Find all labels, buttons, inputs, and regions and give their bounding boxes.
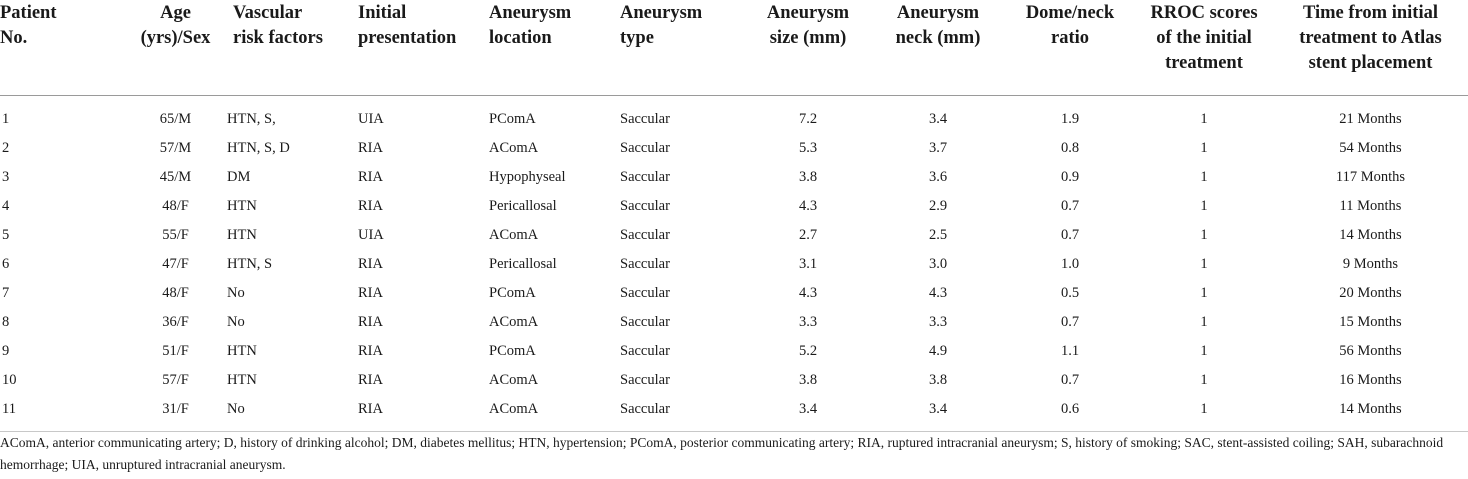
table-cell: UIA — [358, 227, 384, 243]
table-cell: 16 Months — [1339, 372, 1402, 388]
table-cell: DM — [227, 169, 251, 185]
table-cell: 56 Months — [1339, 343, 1402, 359]
column-header — [620, 0, 745, 96]
column-header-line: RROC scores — [1150, 3, 1258, 23]
column-header-line: Aneurysm — [766, 3, 850, 23]
table-cell: HTN, S — [227, 256, 273, 272]
table-cell: 0.5 — [1060, 285, 1080, 301]
column-header-line: treatment to Atlas — [1299, 28, 1442, 48]
table-row — [0, 308, 1468, 337]
table-cell: HTN, S, — [227, 111, 276, 127]
table-cell: 45/M — [159, 169, 192, 185]
table-cell: RIA — [358, 372, 383, 388]
column-header-line: (yrs)/Sex — [140, 28, 211, 48]
table-cell: HTN — [227, 343, 257, 359]
table-cell: No — [227, 401, 245, 417]
table-cell: 0.7 — [1060, 314, 1080, 330]
table-cell: RIA — [358, 256, 383, 272]
table-cell: PComA — [489, 111, 536, 127]
column-header-line: Dome/neck — [1025, 3, 1115, 23]
table-cell: 6 — [2, 256, 10, 272]
table-cell: 0.9 — [1060, 169, 1080, 185]
table-cell: 3.0 — [928, 256, 948, 272]
table-cell: AComA — [489, 314, 539, 330]
table-row — [0, 395, 1468, 424]
table-cell: No — [227, 285, 245, 301]
table-cell: 47/F — [162, 256, 189, 272]
table-cell: 0.6 — [1060, 401, 1080, 417]
table-cell: HTN — [227, 372, 257, 388]
table-cell: 57/M — [159, 140, 192, 156]
table-cell: 31/F — [162, 401, 189, 417]
table-cell: Saccular — [620, 198, 670, 214]
column-header-line: Time from initial — [1303, 3, 1438, 23]
table-cell: 3.8 — [798, 169, 818, 185]
table-cell: 8 — [2, 314, 10, 330]
table-cell: 1 — [1200, 256, 1208, 272]
table-cell: AComA — [489, 140, 539, 156]
table-cell: 7 — [2, 285, 10, 301]
table-cell: HTN — [227, 227, 257, 243]
table-cell: 54 Months — [1339, 140, 1402, 156]
table-row — [0, 134, 1468, 163]
table-cell: 1 — [1200, 140, 1208, 156]
table-cell: Saccular — [620, 401, 670, 417]
table-cell: 1.9 — [1060, 111, 1080, 127]
table-cell: 2.5 — [928, 227, 948, 243]
table-cell: 3 — [2, 169, 10, 185]
table-cell: 0.8 — [1060, 140, 1080, 156]
table-cell: 3.6 — [928, 169, 948, 185]
table-cell: RIA — [358, 343, 383, 359]
table-cell: Pericallosal — [489, 198, 557, 214]
table-cell: 9 — [2, 343, 10, 359]
table-cell: 2.9 — [928, 198, 948, 214]
table-cell: 1 — [1200, 372, 1208, 388]
table-body — [0, 96, 1468, 424]
table-row — [0, 279, 1468, 308]
table-cell: 0.7 — [1060, 227, 1080, 243]
table-cell: 0.7 — [1060, 198, 1080, 214]
table-cell: 21 Months — [1339, 111, 1402, 127]
column-header-line: neck (mm) — [895, 28, 981, 48]
table-cell: 11 — [2, 401, 16, 417]
table-cell: 1 — [1200, 227, 1208, 243]
column-header — [489, 0, 620, 96]
table-cell: 3.3 — [798, 314, 818, 330]
table-cell: UIA — [358, 111, 384, 127]
table-cell: 3.4 — [798, 401, 818, 417]
table-cell: 20 Months — [1339, 285, 1402, 301]
column-header-line: No. — [0, 28, 28, 48]
table-cell: 3.8 — [798, 372, 818, 388]
table-cell: 5.2 — [798, 343, 818, 359]
table-row — [0, 366, 1468, 395]
table-cell: Saccular — [620, 111, 670, 127]
column-header-line: ratio — [1050, 28, 1089, 48]
header-divider — [0, 95, 1468, 96]
table-cell: 55/F — [162, 227, 189, 243]
table-cell: 1 — [1200, 401, 1208, 417]
column-header — [124, 0, 227, 96]
column-header — [1005, 0, 1135, 96]
table-cell: 3.7 — [928, 140, 948, 156]
table-cell: AComA — [489, 401, 539, 417]
table-cell: RIA — [358, 198, 383, 214]
column-header — [1273, 0, 1468, 96]
column-header-line: Aneurysm — [896, 3, 980, 23]
column-header-line: treatment — [1165, 53, 1243, 73]
table-cell: RIA — [358, 140, 383, 156]
table-cell: 9 Months — [1342, 256, 1399, 272]
column-header-line: stent placement — [1308, 53, 1433, 73]
column-header-line: Aneurysm — [620, 3, 703, 23]
column-header — [227, 0, 358, 96]
table-cell: PComA — [489, 285, 536, 301]
table-row — [0, 250, 1468, 279]
table-cell: 1.0 — [1060, 256, 1080, 272]
column-header-line: Initial — [358, 3, 407, 23]
table-header-row — [0, 0, 1468, 96]
table-cell: Saccular — [620, 169, 670, 185]
table-cell: 1 — [1200, 111, 1208, 127]
table-cell: 2 — [2, 140, 10, 156]
table-cell: Saccular — [620, 140, 670, 156]
table-cell: HTN — [227, 198, 257, 214]
table-cell: PComA — [489, 343, 536, 359]
table-cell: AComA — [489, 227, 539, 243]
table-cell: No — [227, 314, 245, 330]
table-cell: 4.3 — [798, 198, 818, 214]
column-header — [0, 0, 124, 96]
table-cell: RIA — [358, 314, 383, 330]
table-row — [0, 221, 1468, 250]
table-cell: 1 — [1200, 314, 1208, 330]
table-cell: 4.9 — [928, 343, 948, 359]
table-cell: 14 Months — [1339, 227, 1402, 243]
table-cell: 3.8 — [928, 372, 948, 388]
table-cell: Saccular — [620, 372, 670, 388]
table-cell: Saccular — [620, 285, 670, 301]
table-cell: Saccular — [620, 227, 670, 243]
table-cell: RIA — [358, 401, 383, 417]
table-cell: Saccular — [620, 256, 670, 272]
column-header-line: Aneurysm — [489, 3, 572, 23]
table-cell: 3.4 — [928, 401, 948, 417]
column-header-line: Age — [160, 3, 191, 23]
column-header-line: size (mm) — [769, 28, 847, 48]
table-cell: 3.1 — [798, 256, 818, 272]
column-header-line: presentation — [358, 28, 457, 48]
table-cell: 117 Months — [1335, 169, 1406, 185]
table-cell: RIA — [358, 169, 383, 185]
table-cell: Saccular — [620, 343, 670, 359]
table-cell: 10 — [2, 372, 17, 388]
table-row — [0, 96, 1468, 134]
table-cell: 0.7 — [1060, 372, 1080, 388]
column-header-line: Vascular — [233, 3, 303, 23]
table-cell: 1.1 — [1060, 343, 1080, 359]
column-header — [745, 0, 871, 96]
table-cell: 1 — [1200, 169, 1208, 185]
column-header — [1135, 0, 1273, 96]
column-header-line: type — [620, 28, 654, 48]
table-cell: 1 — [1200, 198, 1208, 214]
table-footnote: AComA, anterior communicating artery; D, history of drinking alcohol; DM, diabetes mellitus; HTN, hypertension; PComA, posterior communicating artery; RIA, ruptured intracranial aneurysm; S, history of smoking; SAC, stent-assisted coiling; SAH, subarachnoid hemorrhage; UIA, unruptured intracranial aneurysm. — [0, 435, 1444, 472]
column-header — [358, 0, 489, 96]
table-cell: RIA — [358, 285, 383, 301]
column-header-line: risk factors — [233, 28, 323, 48]
table-cell: 1 — [2, 111, 10, 127]
table-cell: 57/F — [162, 372, 189, 388]
table-cell: AComA — [489, 372, 539, 388]
table-cell: 2.7 — [798, 227, 818, 243]
column-header — [871, 0, 1005, 96]
table-cell: Pericallosal — [489, 256, 557, 272]
table-cell: 4 — [2, 198, 10, 214]
table-cell: 3.4 — [928, 111, 948, 127]
table-cell: 4.3 — [928, 285, 948, 301]
table-cell: 36/F — [162, 314, 189, 330]
table-cell: 51/F — [162, 343, 189, 359]
table-cell: HTN, S, D — [227, 140, 290, 156]
column-header-line: location — [489, 28, 552, 48]
table-cell: 48/F — [162, 285, 189, 301]
column-header-line: of the initial — [1156, 28, 1252, 48]
table-cell: 3.3 — [928, 314, 948, 330]
table-row — [0, 163, 1468, 192]
table-cell: 5.3 — [798, 140, 818, 156]
table-cell: 48/F — [162, 198, 189, 214]
table-cell: 15 Months — [1339, 314, 1402, 330]
table-cell: 65/M — [159, 111, 192, 127]
column-header-line: Patient — [0, 3, 57, 23]
table-row — [0, 192, 1468, 221]
table-cell: 14 Months — [1339, 401, 1402, 417]
table-cell: 1 — [1200, 343, 1208, 359]
table-row — [0, 337, 1468, 366]
table-cell: Hypophyseal — [489, 169, 566, 185]
table-cell: 11 Months — [1339, 198, 1402, 214]
table-cell: 5 — [2, 227, 10, 243]
table-cell: 1 — [1200, 285, 1208, 301]
table-cell: 7.2 — [798, 111, 818, 127]
table-cell: 4.3 — [798, 285, 818, 301]
table-cell: Saccular — [620, 314, 670, 330]
